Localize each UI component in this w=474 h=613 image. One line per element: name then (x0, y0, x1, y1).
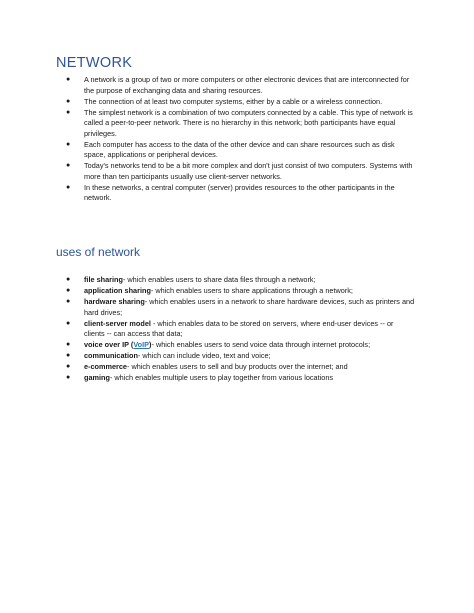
voip-link[interactable]: VoIP (133, 340, 150, 350)
list-item (56, 183, 416, 204)
uses-section (56, 245, 416, 384)
list-item (56, 362, 416, 373)
network-heading: NETWORK (56, 55, 133, 71)
bullet-icon: ● (66, 97, 71, 105)
bullet-icon: ● (66, 363, 71, 371)
use-term: client-server model (84, 318, 151, 328)
bullet-icon: ● (66, 183, 71, 191)
list-item (56, 108, 416, 140)
list-item-text: A network is a group of two or more computers or other electronic devices that are interconnected for the purpose of exchanging data and sharing resources. (84, 75, 410, 95)
use-description: - which enables data to be stored on servers, where end-user devices -- or clients -- can access that data; (84, 318, 394, 339)
use-description: - which enables users to send voice data through internet protocols; (151, 340, 371, 350)
bullet-icon: ● (66, 276, 71, 283)
bullet-icon: ● (66, 352, 71, 360)
list-item-text: Each computer has access to the data of the other device and can share resources such as disk space, applications or peripheral devices. (84, 139, 395, 160)
bullet-icon: ● (66, 162, 71, 170)
use-description: - which enables users to share applications through a network; (150, 285, 353, 295)
list-item (56, 275, 416, 286)
use-term: hardware sharing (84, 296, 145, 306)
list-item-text: The simplest network is a combination of two computers connected by a cable. This type of network is called a peer-to-peer network. There is no hierarchy in this network; both participants have equal privileges. (84, 107, 413, 138)
use-term: voice over IP ( (84, 340, 134, 350)
use-description: - which enables users in a network to share hardware devices, such as printers and hard drives; (84, 296, 415, 317)
list-item-text: In these networks, a central computer (server) provides resources to the other participants in the network. (84, 182, 395, 203)
use-term: e-commerce (84, 362, 127, 372)
bullet-icon: ● (66, 140, 71, 148)
uses-list (56, 275, 416, 384)
bullet-icon: ● (66, 76, 71, 83)
list-item (56, 373, 416, 384)
use-term: file sharing (84, 275, 123, 284)
bullet-icon: ● (66, 341, 71, 349)
use-description: - which enables users to share data files through a network; (122, 275, 316, 284)
bullet-icon: ● (66, 108, 71, 116)
bullet-icon: ● (66, 319, 71, 327)
use-term: application sharing (84, 285, 151, 295)
bullet-icon: ● (66, 374, 71, 382)
list-item (56, 140, 416, 161)
list-item (56, 340, 416, 351)
list-item (56, 297, 416, 318)
list-item (56, 351, 416, 362)
list-item (56, 75, 416, 96)
list-item (56, 161, 416, 182)
bullet-icon: ● (66, 286, 71, 294)
bullet-icon: ● (66, 297, 71, 305)
network-section (56, 55, 416, 204)
use-term: communication (84, 351, 138, 361)
list-item (56, 319, 416, 340)
list-item-text: The connection of at least two computer systems, either by a cable or a wireless connection. (84, 96, 383, 106)
uses-heading: uses of network (56, 245, 141, 259)
network-list (56, 75, 416, 204)
use-description: - which can include video, text and voice; (137, 351, 271, 361)
list-item (56, 97, 416, 108)
use-description: - which enables users to sell and buy products over the internet; and (127, 362, 348, 372)
use-description: - which enables multiple users to play together from various locations (109, 373, 334, 383)
use-term: gaming (84, 373, 110, 383)
list-item-text: Today's networks tend to be a bit more complex and don't just consist of two computers. Systems with more than ten participants usually use client-server networks. (84, 161, 413, 181)
use-term-end: ) (149, 340, 152, 350)
list-item (56, 286, 416, 297)
